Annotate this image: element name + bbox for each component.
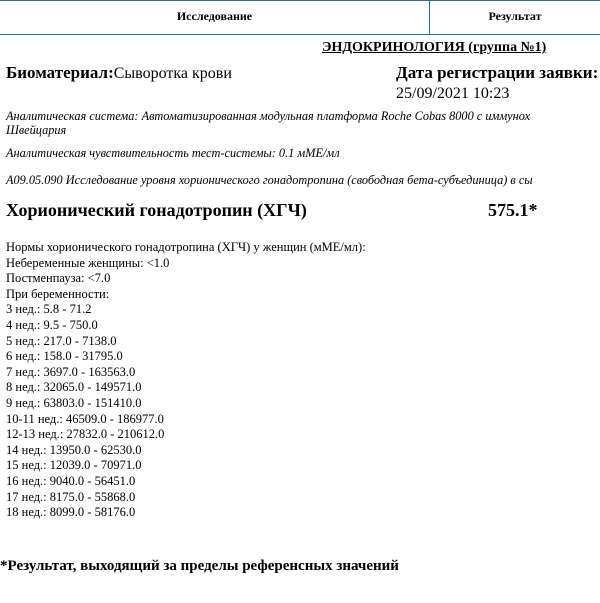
norms-week-row: 6 нед.: 158.0 - 31795.0 bbox=[6, 349, 123, 364]
norms-week-row: 9 нед.: 63803.0 - 151410.0 bbox=[6, 395, 142, 410]
norms-week-row: 12-13 нед.: 27832.0 - 210612.0 bbox=[6, 427, 165, 442]
registration-label: Дата регистрации заявки: bbox=[396, 63, 599, 82]
analytic-system-text: Аналитическая система: Автоматизированная модульная платформа Roche Cobas 8000 с иммунох bbox=[6, 109, 531, 123]
norms-week-row: 4 нед.: 9.5 - 750.0 bbox=[6, 317, 98, 332]
norms-week-row: 3 нед.: 5.8 - 71.2 bbox=[6, 302, 92, 317]
biomaterial-row bbox=[6, 63, 232, 83]
section-title: ЭНДОКРИНОЛОГИЯ (группа №1) bbox=[322, 40, 547, 55]
norms-intro: Нормы хорионического гонадотропина (ХГЧ) у женщин (мМЕ/мл): bbox=[6, 240, 366, 254]
norms-week-row: 18 нед.: 8099.0 - 58176.0 bbox=[6, 505, 136, 520]
registration-date: 25/09/2021 10:23 bbox=[396, 85, 510, 102]
norms-week-row: 14 нед.: 13950.0 - 62530.0 bbox=[6, 442, 142, 457]
norms-week-row: 8 нед.: 32065.0 - 149571.0 bbox=[6, 380, 142, 395]
norms-week-row: 7 нед.: 3697.0 - 163563.0 bbox=[6, 364, 136, 379]
norms-week-row: 10-11 нед.: 46509.0 - 186977.0 bbox=[6, 411, 164, 426]
header-bottom-border bbox=[0, 34, 600, 35]
norms-week-row: 17 нед.: 8175.0 - 55868.0 bbox=[6, 489, 136, 504]
header-result-column: Результат bbox=[488, 9, 542, 23]
norms-non-pregnant: Небеременные женщины: <1.0 bbox=[6, 255, 170, 270]
norms-week-row: 5 нед.: 217.0 - 7138.0 bbox=[6, 333, 117, 348]
norms-week-row: 16 нед.: 9040.0 - 56451.0 bbox=[6, 473, 136, 488]
biomaterial-label: Биоматериал: bbox=[6, 63, 114, 82]
test-name: Хорионический гонадотропин (ХГЧ) bbox=[6, 200, 307, 220]
analytic-system-country: Швейцария bbox=[6, 123, 67, 137]
test-code-line: A09.05.090 Исследование уровня хорионического гонадотропина (свободная бета-субъединица) в сы bbox=[6, 173, 533, 187]
biomaterial-value: Сыворотка крови bbox=[113, 65, 232, 82]
norms-pregnancy-title: При беременности: bbox=[6, 286, 110, 301]
reference-norms bbox=[6, 240, 366, 521]
header-top-border bbox=[0, 0, 600, 1]
sensitivity-text: Аналитическая чувствительность тест-системы: 0.1 мМЕ/мл bbox=[6, 146, 340, 160]
out-of-range-footnote: *Результат, выходящий за пределы референсных значений bbox=[0, 558, 399, 574]
test-result-value: 575.1* bbox=[488, 200, 538, 220]
header-study-column: Исследование bbox=[176, 9, 253, 23]
norms-postmenopause: Постменпауза: <7.0 bbox=[6, 271, 111, 286]
norms-week-row: 15 нед.: 12039.0 - 70971.0 bbox=[6, 458, 142, 473]
